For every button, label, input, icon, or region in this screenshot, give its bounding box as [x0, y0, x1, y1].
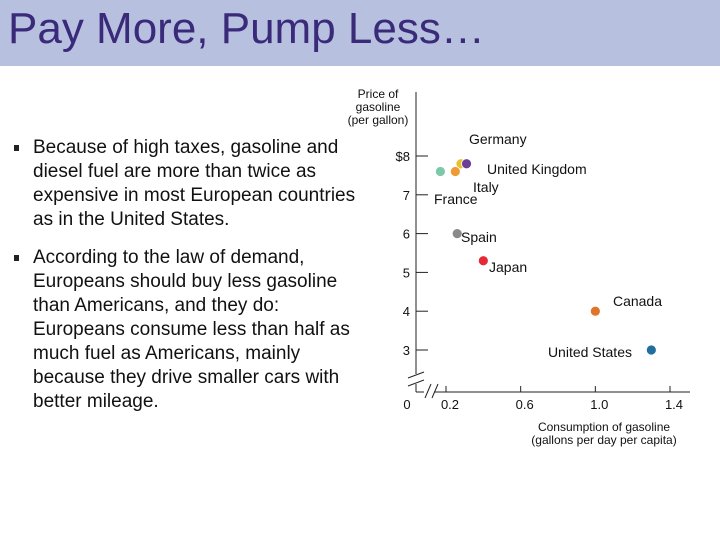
x-tick-label: 0.6 [515, 397, 534, 412]
point-label-france: France [434, 191, 478, 207]
data-point-united-kingdom [462, 159, 472, 169]
point-label-spain: Spain [461, 229, 497, 245]
data-point-france [435, 167, 445, 177]
x-axis-title: Consumption of gasoline (gallons per day per capita) [531, 420, 677, 447]
x-axis-break-mark [432, 384, 438, 398]
x-tick-label: 1.0 [590, 397, 609, 412]
data-point-canada [590, 306, 600, 316]
point-label-united-states: United States [547, 344, 632, 360]
origin-label: 0 [403, 397, 411, 412]
y-tick-label: 6 [402, 226, 410, 242]
point-label-germany: Germany [469, 131, 527, 147]
y-tick-label: 3 [402, 343, 410, 358]
point-label-japan: Japan [489, 259, 528, 275]
y-axis-title: Price of gasoline (per gallon) [347, 87, 409, 127]
point-label-united-kingdom: United Kingdom [487, 161, 587, 177]
x-tick-label: 1.4 [664, 397, 684, 412]
bullet-text: Because of high taxes, gasoline and diesel fuel are more than twice as expensive in most European countries as in the United States. [33, 137, 356, 230]
x-axis-break-mark [425, 384, 431, 398]
y-tick-label: 7 [402, 187, 410, 203]
point-label-italy: Italy [473, 179, 499, 195]
y-tick-label: 5 [402, 265, 410, 281]
slide-title: Pay More, Pump Less… [8, 4, 485, 53]
y-tick-label: $8 [395, 149, 410, 164]
y-tick-label: 4 [402, 304, 410, 320]
data-point-japan [478, 256, 488, 266]
point-label-canada: Canada [612, 293, 662, 309]
bullet-text: According to the law of demand, Europeans should buy less gasoline than Americans, and they do: Europeans consume less than half as much fuel as Americans, mainly because they drive smaller cars with better mileage. [33, 247, 350, 412]
data-point-italy [450, 167, 460, 177]
x-tick-label: 0.2 [440, 397, 460, 412]
data-point-united-states [646, 345, 656, 355]
